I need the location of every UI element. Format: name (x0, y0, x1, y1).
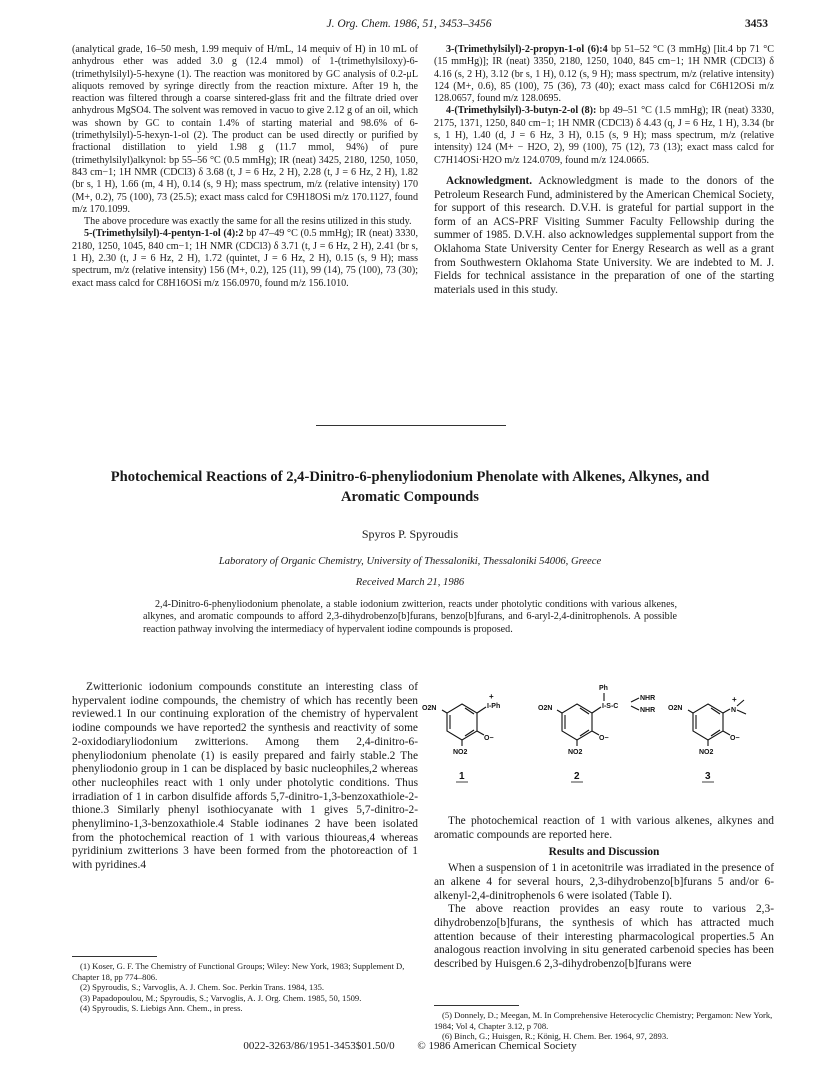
copyright: © 1986 American Chemical Society (417, 1040, 577, 1052)
article-code: 0022-3263/86/1951-3453$01.50/0 (243, 1040, 395, 1052)
footnote: (2) Spyroudis, S.; Varvoglis, A. J. Chem. Soc. Perkin Trans. 1984, 135. (80, 982, 325, 992)
acknowledgment-text: Acknowledgment is made to the donors of the Petroleum Research Fund, administered by the American Chemical Society, for support of this research. D.V.H. is grateful for partial support in the form of an ACS-PRF Visiting Summer Faculty Fellowship during the summer of 1985. D.V.H. also acknowledges supplemental support from the Oklahoma State University Center for Energy Research as well as a grant from Southwestern Oklahoma State University. We are indebted to M. J. Fields for technical assistance in the preparation of one of the starting materials used in this study. (434, 174, 774, 296)
structure-3 (668, 695, 746, 782)
paragraph: The above procedure was exactly the same for all the resins utilized in this study. (84, 216, 412, 228)
compound-entry (434, 44, 774, 105)
acknowledgment (434, 175, 774, 297)
compound-number-3: 3 (705, 771, 711, 782)
compound-entry (72, 228, 418, 289)
running-head (50, 18, 768, 36)
footnote: (3) Papadopoulou, M.; Spyroudis, S.; Varvoglis, A. J. Org. Chem. 1985, 50, 1509. (80, 992, 362, 1003)
oxide-label: O− (730, 735, 740, 742)
phenyl-label: Ph (599, 685, 608, 692)
iodonium-label: I-Ph (487, 703, 501, 710)
footnote: (5) Donnely, D.; Meegan, M. In Comprehensive Heterocyclic Chemistry; Pergamon: New York, 1984; Vol 4, Chapter 3.12, p 708. (434, 1010, 773, 1031)
footnotes-right (434, 1010, 774, 1042)
compound-data: bp 51–52 °C (3 mmHg) [lit.4 bp 71 °C (15 mmHg)]; IR (neat) 3350, 2180, 1250, 1040, 845 cm−1; 1H NMR (CDCl3) δ 4.16 (s, 2 H), 3.12 (br s, 1 H), 0.12 (s, 9 H); mass spectrum, m/z (relative intensity) 124 (M+, 0.6), 85 (100), 75 (36), 73 (40); exact mass calcd for C6H12OSi m/z 128.0657, found m/z 128.0695. (434, 44, 774, 105)
compound-name: 3-(Trimethylsilyl)-2-propyn-1-ol (6):4 (446, 44, 608, 55)
footnote: (6) Binch, G.; Huisgen, R.; König, H. Chem. Ber. 1964, 97, 2893. (442, 1031, 669, 1041)
oxide-label: O− (484, 735, 494, 742)
nitro-label: NO2 (699, 749, 714, 756)
paragraph: Zwitterionic iodonium compounds constitute an interesting class of hypervalent iodine compounds, the chemistry of which has recently been reviewed.1 In our continuing exploration of the chemistry of hypervalent iodine compounds we have reported2 the synthesis and reactivity of some 2-oxidodiaryliodonium zwitterions. Among them 2,4-dinitro-6-phenyliodonium phenolate (1) is easily prepared and fairly stable.2 The phenyliodonio group in 1 can be displaced by basic nucleophiles,2 whereas other nucleophiles react with 1 only under photolytic conditions. Thus irradiation of 1 in carbon disulfide affords 5,7-dinitro-1,3-benzoxathiole-2-thione.3 Similarly phenyl isothiocyanate with 1 gives 5,7-dinitro-2-phenylimino-1,3-benzoxathiole.4 Stable iodinanes 2 have been isolated from the photochemical reaction of 1 with various thioureas,4 whereas pyridinium zwitterions 3 have been formed from the photoreaction of 1 with pyridines.4 (72, 681, 418, 872)
pyridinium-label: N (731, 707, 737, 714)
article-abstract: 2,4-Dinitro-6-phenyliodonium phenolate, a stable iodonium zwitterion, reacts under photolytic conditions with various alkenes, alkynes, and aromatic compounds to afford 2,3-dihydrobenzo[b]furans, benzo[b]furans, and 6-aryl-2,4-dinitrophenols. A possible reaction pathway involving the intermediacy of hypervalent iodine compounds is proposed. (143, 599, 677, 635)
article-author: Spyros P. Spyroudis (361, 527, 459, 541)
footnote: (1) Koser, G. F. The Chemistry of Functional Groups; Wiley: New York, 1983; Supplement D, Chapter 18, pp 774–806. (72, 961, 405, 982)
journal-citation: J. Org. Chem. 1986, 51, 3453–3456 (326, 18, 492, 30)
footnote-rule (434, 1005, 519, 1006)
left-column-experimental (72, 44, 418, 290)
article-received: Received March 21, 1986 (355, 577, 465, 588)
compound-name: 5-(Trimethylsilyl)-4-pentyn-1-ol (4):2 (84, 228, 244, 240)
compound-entry (434, 105, 774, 166)
amine-label: NHR (640, 695, 656, 702)
acknowledgment-heading: Acknowledgment. (446, 174, 533, 187)
iodinane-label: I-S-C (602, 703, 619, 710)
nitro-label: O2N (538, 705, 553, 712)
amine-label: NHR (640, 707, 656, 714)
structure-1 (422, 692, 500, 782)
oxide-label: O− (599, 735, 609, 742)
nitro-label: O2N (668, 705, 683, 712)
chemical-structures-figure (420, 680, 770, 800)
footnote: (4) Spyroudis, S. Liebigs Ann. Chem., in press. (80, 1003, 243, 1013)
charge-label: + (489, 692, 494, 701)
nitro-label: NO2 (568, 749, 583, 756)
paragraph: The above reaction provides an easy route to various 2,3-dihydrobenzo[b]furans, the synthesis of which has attracted much attention because of their interesting pharmacological properties.5 An analogous reaction involving in situ generated carbenoid species has been described by Huisgen.6 2,3-dihydrobenzo[b]furans were (434, 903, 774, 971)
article-title: Photochemical Reactions of 2,4-Dinitro-6-phenyliodonium Phenolate with Alkenes, Alkynes, and Aromatic Compounds (110, 469, 710, 505)
compound-data: bp 49–51 °C (1.5 mmHg); IR (neat) 3330, 2175, 1371, 1250, 840 cm−1; 1H NMR (CDCl3) δ 4.43 (q, J = 6 Hz, 1 H), 3.34 (br s, 1 H), 1.40 (d, J = 6 Hz, 3 H), 0.15 (s, 9 H); mass spectrum, m/z (relative intensity) 124 (M+ − H2O, 2), 99 (100), 75 (12), 73 (13); exact mass calcd for C7H14OSi·H2O m/z 124.0709, found m/z 124.0665. (434, 105, 775, 166)
footnote-rule (72, 956, 157, 957)
section-heading: Results and Discussion (548, 846, 660, 859)
body-left-column (72, 681, 418, 873)
section-divider (316, 425, 506, 426)
charge-label: + (732, 695, 737, 704)
nitro-label: NO2 (453, 749, 468, 756)
page-footer (0, 1040, 820, 1052)
page-number: 3453 (745, 18, 768, 30)
right-column-experimental (434, 44, 774, 297)
paragraph: The photochemical reaction of 1 with various alkenes, alkynes and aromatic compounds are reported here. (434, 815, 774, 841)
paragraph: When a suspension of 1 in acetonitrile was irradiated in the presence of an alkene 4 for several hours, 2,3-dihydrobenzo[b]furans 5 and/or 6-alkenyl-2,4-dinitrophenols 6 were isolated (Table I). (434, 862, 774, 902)
nitro-label: O2N (422, 705, 437, 712)
structure-2 (538, 685, 655, 782)
footnotes-left (72, 961, 418, 1014)
body-right-column (434, 815, 774, 972)
article-affiliation: Laboratory of Organic Chemistry, University of Thessaloniki, Thessaloniki 54006, Greece (218, 556, 602, 567)
compound-data: bp 47–49 °C (0.5 mmHg); IR (neat) 3330, 2180, 1250, 1045, 840 cm−1; 1H NMR (CDCl3) δ 3.71 (t, J = 6 Hz, 2 H), 2.41 (br s, 1 H), 2.30 (t, J = 6 Hz, 2 H), 1.72 (quintet, J = 6 Hz, 2 H), 0.15 (s, 9 H); mass spectrum, m/z (relative intensity) 156 (M+, 0.2), 125 (11), 99 (14), 75 (100), 73 (30); exact mass calcd for C8H16OSi m/z 156.0970, found m/z 156.1010. (72, 228, 418, 289)
compound-name: 4-(Trimethylsilyl)-3-butyn-2-ol (8): (446, 105, 597, 117)
compound-number-1: 1 (459, 771, 465, 782)
compound-number-2: 2 (574, 771, 580, 782)
paragraph: (analytical grade, 16–50 mesh, 1.99 mequiv of H/mL, 14 mequiv of H) in 10 mL of anhydrous ether was added 3.0 g (12.4 mmol) of 1-(trimethylsiloxy)-6-(trimethylsilyl)-5-hexyne (1). The reaction was monitored by GC analysis of 0.2-μL aliquots removed by syringe directly from the reaction mixture. After 19 h, the reaction was filtered through a coarse sintered-glass frit and the filtrate dried over anhydrous MgSO4. The solvent was removed in vacuo to give 2.12 g of an oil, which was shown by GC to contain 1.4% of starting material and 98.6% of 6-(trimethylsilyl)-5-hexyn-1-ol (2). The product can be used directly or purified by fractional distillation to yield 1.98 g (11.7 mmol, 94%) of pure (trimethylsilyl)alkynol: bp 55–56 °C (0.5 mmHg); IR (neat) 3425, 2180, 1250, 1050, 843 cm−1; 1H NMR (CDCl3) δ 3.68 (t, J = 6 Hz, 2 H), 2.28 (t, J = 6 Hz, 2 H), 1.82 (br s, 1 H), 1.66 (m, 4 H), 0.14 (s, 9 H); mass spectrum, m/z (relative intensity) 170 (M+, 0.2), 75 (100), 73 (25.5); exact mass calcd for C9H18OSi m/z 170.1127, found m/z 170.1099. (72, 44, 418, 215)
